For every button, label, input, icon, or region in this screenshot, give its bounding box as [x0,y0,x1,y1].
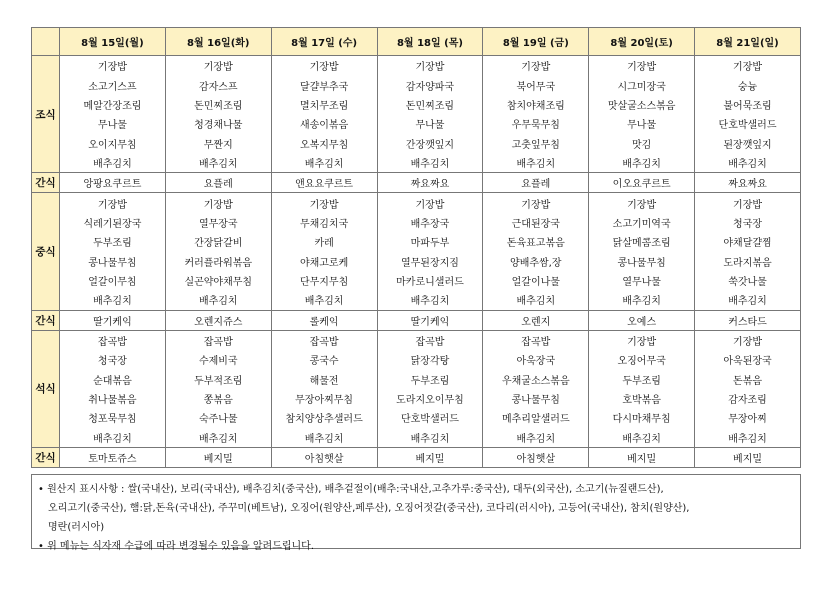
menu-cell: 단호박샐러드 [695,114,801,133]
menu-cell: 무짠지 [165,134,271,153]
day-header-1: 8월 15일(월) [60,28,166,56]
menu-cell: 두부조림 [60,232,166,251]
menu-cell: 열무된장지짐 [377,252,483,271]
menu-cell: 배추김치 [377,290,483,310]
menu-cell: 베지밀 [165,448,271,468]
menu-cell: 마카로니샐러드 [377,271,483,290]
meal-item-row [32,252,801,271]
menu-cell: 두부조림 [589,369,695,388]
menu-cell: 감자스프 [165,75,271,94]
menu-cell: 기장밥 [589,330,695,350]
menu-cell: 닭살메콤조림 [589,232,695,251]
menu-cell: 돈민찌조림 [377,95,483,114]
menu-cell: 무나물 [377,114,483,133]
menu-cell: 기장밥 [589,56,695,76]
meal-item-row [32,330,801,350]
menu-cell: 기장밥 [271,193,377,213]
day-header-7: 8월 21일(일) [695,28,801,56]
menu-cell: 시그미장국 [589,75,695,94]
menu-cell: 기장밥 [271,56,377,76]
menu-cell: 콩나물무침 [483,389,589,408]
menu-cell: 커러플라워볶음 [165,252,271,271]
menu-cell: 순대볶음 [60,369,166,388]
menu-cell: 오징어무국 [589,350,695,369]
day-header-2: 8월 16일(화) [165,28,271,56]
menu-cell: 배추김치 [165,153,271,173]
menu-cell: 기장밥 [377,56,483,76]
snack-label: 간식 [32,173,60,193]
menu-cell: 멸치무조림 [271,95,377,114]
menu-cell: 기장밥 [695,193,801,213]
menu-cell: 배추김치 [165,290,271,310]
menu-cell: 얼갈이나물 [483,271,589,290]
menu-cell: 식레기된장국 [60,213,166,232]
menu-cell: 배추김치 [483,153,589,173]
menu-cell: 배추김치 [483,428,589,448]
menu-cell: 배추김치 [271,428,377,448]
menu-cell: 도라지오이무침 [377,389,483,408]
menu-cell: 기장밥 [60,193,166,213]
menu-cell: 도라지볶음 [695,252,801,271]
menu-cell: 기장밥 [60,56,166,76]
menu-cell: 돈민찌조림 [165,95,271,114]
meal-item-row [32,350,801,369]
menu-cell: 청국장 [695,213,801,232]
menu-cell: 고춧잎무침 [483,134,589,153]
menu-cell: 기장밥 [165,56,271,76]
menu-cell: 배추김치 [271,290,377,310]
meal-item-row [32,213,801,232]
menu-cell: 커스타드 [695,310,801,330]
menu-cell: 기장밥 [695,330,801,350]
menu-cell: 베지밀 [695,448,801,468]
menu-cell: 무장아찌 [695,408,801,427]
menu-cell: 청국장 [60,350,166,369]
origin-note-line-1: • 원산지 표시사항 : 쌀(국내산), 보리(국내산), 배추김치(중국산), 배추겉절이(배추:국내산,고추가루:중국산), 대두(외국산), 소고기(뉴질랜드산), [38,484,664,495]
menu-cell: 아침햇살 [483,448,589,468]
menu-cell: 실곤약야채무침 [165,271,271,290]
menu-cell: 쫑볶음 [165,389,271,408]
menu-cell: 맛살굴소스볶음 [589,95,695,114]
meal-label: 조식 [32,56,60,173]
menu-cell: 근대된장국 [483,213,589,232]
menu-cell: 야채고로케 [271,252,377,271]
menu-cell: 잡곡밥 [60,330,166,350]
menu-cell: 배추장국 [377,213,483,232]
menu-cell: 야채달걀찜 [695,232,801,251]
menu-cell: 오예스 [589,310,695,330]
meal-item-row [32,134,801,153]
day-header-row [32,28,801,56]
menu-cell: 북어무국 [483,75,589,94]
menu-cell: 기장밥 [483,193,589,213]
menu-cell: 해물전 [271,369,377,388]
snack-row [32,173,801,193]
notes-box [31,474,801,552]
menu-cell: 배추김치 [589,153,695,173]
menu-cell: 토마토쥬스 [60,448,166,468]
menu-cell: 소고기스프 [60,75,166,94]
origin-note-line-2: 오리고기(중국산), 햄:닭,돈육(국내산), 주꾸미(베트남), 오징어(원양산,페루산), 오징어젓갈(중국산), 코다리(러시아), 고등어(국내산), 참치(원양산), [48,503,690,514]
meal-item-row [32,232,801,251]
menu-cell: 불어묵조림 [695,95,801,114]
meal-item-row [32,271,801,290]
menu-cell: 롤케익 [271,310,377,330]
origin-note-line-3: 명란(러시아) [48,522,105,533]
menu-cell: 쑥갓나물 [695,271,801,290]
menu-cell: 단무지무침 [271,271,377,290]
menu-cell: 배추김치 [60,153,166,173]
menu-cell: 배추김치 [589,290,695,310]
menu-cell: 호박볶음 [589,389,695,408]
meal-item-row [32,153,801,173]
menu-cell: 기장밥 [483,56,589,76]
menu-cell: 배추김치 [695,428,801,448]
menu-cell: 앙팡요쿠르트 [60,173,166,193]
meal-item-row [32,290,801,310]
menu-cell: 배추김치 [589,428,695,448]
snack-row [32,448,801,468]
menu-cell: 청경채나물 [165,114,271,133]
meal-item-row [32,95,801,114]
menu-cell: 배추김치 [60,290,166,310]
meal-item-row [32,114,801,133]
menu-cell: 참치양상추샐러드 [271,408,377,427]
snack-row [32,310,801,330]
menu-cell: 닭장각탕 [377,350,483,369]
menu-cell: 마파두부 [377,232,483,251]
menu-cell: 숭늉 [695,75,801,94]
meal-label: 중식 [32,193,60,310]
menu-cell: 배추김치 [60,428,166,448]
menu-cell: 오렌지 [483,310,589,330]
menu-cell: 돈육표고볶음 [483,232,589,251]
menu-cell: 기장밥 [589,193,695,213]
menu-cell: 딸기케익 [377,310,483,330]
menu-cell: 참치야채조림 [483,95,589,114]
meal-item-row [32,428,801,448]
menu-cell: 짜요짜요 [695,173,801,193]
menu-cell: 요플레 [483,173,589,193]
menu-cell: 메추리알샐러드 [483,408,589,427]
menu-cell: 맛김 [589,134,695,153]
menu-cell: 메알간장조림 [60,95,166,114]
menu-cell: 잡곡밥 [483,330,589,350]
menu-cell: 기장밥 [165,193,271,213]
day-header-5: 8월 19일 (금) [483,28,589,56]
menu-cell: 오복지무침 [271,134,377,153]
menu-cell: 잡곡밥 [165,330,271,350]
menu-cell: 배추김치 [165,428,271,448]
menu-cell: 콩나물무침 [60,252,166,271]
menu-cell: 된장깻잎지 [695,134,801,153]
meal-item-row [32,75,801,94]
menu-cell: 배추김치 [483,290,589,310]
menu-cell: 기장밥 [377,193,483,213]
menu-cell: 다시마채무침 [589,408,695,427]
day-header-4: 8월 18일 (목) [377,28,483,56]
day-header-3: 8월 17일 (수) [271,28,377,56]
menu-cell: 취나물볶음 [60,389,166,408]
header-corner-cell [32,28,60,56]
menu-cell: 우무묵무침 [483,114,589,133]
menu-cell: 콩나물무침 [589,252,695,271]
snack-label: 간식 [32,310,60,330]
menu-cell: 감자조림 [695,389,801,408]
meal-item-row [32,56,801,76]
menu-cell: 열무장국 [165,213,271,232]
menu-cell: 배추김치 [377,428,483,448]
snack-label: 간식 [32,448,60,468]
menu-cell: 짜요짜요 [377,173,483,193]
menu-cell: 요플레 [165,173,271,193]
menu-cell: 새송이볶음 [271,114,377,133]
meal-item-row [32,389,801,408]
menu-cell: 배추김치 [695,290,801,310]
menu-cell: 돈볶음 [695,369,801,388]
menu-cell: 간장닭갈비 [165,232,271,251]
menu-cell: 잡곡밥 [377,330,483,350]
menu-cell: 베지밀 [589,448,695,468]
menu-cell: 두부조림 [377,369,483,388]
menu-cell: 소고기미역국 [589,213,695,232]
meal-item-row [32,193,801,213]
menu-cell: 수제비국 [165,350,271,369]
menu-cell: 감자양파국 [377,75,483,94]
change-notice-line: • 위 메뉴는 식자재 수급에 따라 변경될수 있음을 알려드립니다. [38,541,315,552]
menu-cell: 배추김치 [695,153,801,173]
menu-cell: 베지밀 [377,448,483,468]
menu-cell: 무나물 [60,114,166,133]
day-header-6: 8월 20일(토) [589,28,695,56]
menu-cell: 청포묵무침 [60,408,166,427]
menu-cell: 양배추쌈,장 [483,252,589,271]
menu-cell: 간장깻잎지 [377,134,483,153]
menu-cell: 오이지무침 [60,134,166,153]
menu-cell: 숙주나물 [165,408,271,427]
menu-cell: 두부적조림 [165,369,271,388]
menu-cell: 기장밥 [695,56,801,76]
menu-cell: 우채굴소스볶음 [483,369,589,388]
menu-cell: 배추김치 [377,153,483,173]
menu-cell: 단호박샐러드 [377,408,483,427]
menu-cell: 아침햇살 [271,448,377,468]
menu-cell: 딸기케익 [60,310,166,330]
menu-cell: 콩국수 [271,350,377,369]
menu-cell: 아욱된장국 [695,350,801,369]
meal-item-row [32,408,801,427]
menu-cell: 얼갈이무침 [60,271,166,290]
menu-cell: 무채김치국 [271,213,377,232]
meal-label: 석식 [32,330,60,447]
menu-cell: 앤요요쿠르트 [271,173,377,193]
menu-cell: 달걀부추국 [271,75,377,94]
menu-cell: 카레 [271,232,377,251]
weekly-menu-table [31,27,801,468]
menu-cell: 무나물 [589,114,695,133]
menu-cell: 오렌지쥬스 [165,310,271,330]
menu-cell: 이오요쿠르트 [589,173,695,193]
menu-body [32,56,801,468]
menu-cell: 잡곡밥 [271,330,377,350]
meal-item-row [32,369,801,388]
menu-cell: 배추김치 [271,153,377,173]
menu-cell: 아욱장국 [483,350,589,369]
menu-cell: 무장아찌무침 [271,389,377,408]
menu-cell: 열무나물 [589,271,695,290]
